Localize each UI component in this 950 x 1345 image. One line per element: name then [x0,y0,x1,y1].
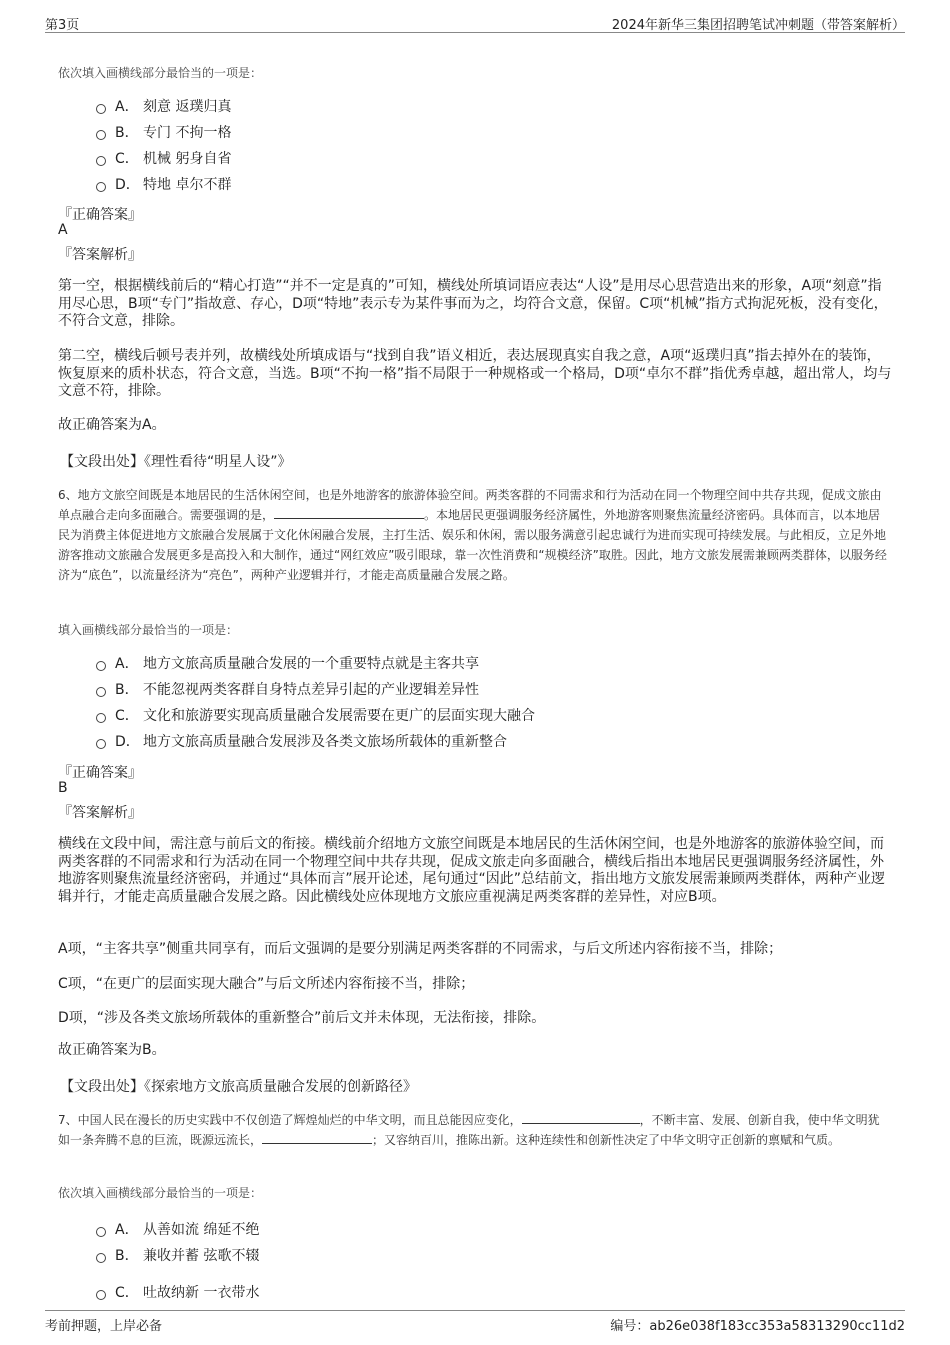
q6-analysis-option-a: A项，“主客共享”侧重共同享有，而后文强调的是要分别满足两类客群的不同需求，与后文所述内容衔接不当，排除； [58,941,783,957]
page-number: 第3页 [45,18,80,33]
q5-option-c[interactable]: C． 机械 躬身自省 [96,149,231,169]
radio-icon[interactable] [96,130,106,140]
radio-icon[interactable] [96,687,106,697]
q6-correct-answer-label: 『正确答案』 [58,765,142,781]
q5-correct-answer-label: 『正确答案』 [58,207,142,223]
q7-prompt: 依次填入画横线部分最恰当的一项是： [58,1186,263,1200]
q7-blank-2 [262,1130,372,1144]
page-header [45,12,905,33]
q5-prompt: 依次填入画横线部分最恰当的一项是： [58,66,263,80]
radio-icon[interactable] [96,739,106,749]
q6-source: 【文段出处】《探索地方文旅高质量融合发展的创新路径》 [60,1079,417,1095]
q7-option-a[interactable]: A． 从善如流 绵延不绝 [96,1220,259,1240]
page-footer [45,1310,905,1335]
document-code: 编号：ab26e038f183cc353a58313290cc11d2 [610,1319,905,1334]
q5-correct-answer-value: A [58,222,68,238]
q6-prompt: 填入画横线部分最恰当的一项是： [58,623,239,637]
q6-analysis-option-c: C项，“在更广的层面实现大融合”与后文所述内容衔接不当，排除； [58,976,475,992]
q6-blank [274,505,424,519]
radio-icon[interactable] [96,1227,106,1237]
radio-icon[interactable] [96,156,106,166]
radio-icon[interactable] [96,104,106,114]
q5-analysis-conclusion: 故正确答案为A。 [58,417,166,433]
q6-correct-answer-value: B [58,780,68,796]
radio-icon[interactable] [96,1253,106,1263]
q6-analysis-label: 『答案解析』 [58,805,142,821]
q6-option-d[interactable]: D． 地方文旅高质量融合发展涉及各类文旅场所载体的重新整合 [96,732,507,752]
radio-icon[interactable] [96,182,106,192]
q7-option-c[interactable]: C． 吐故纳新 一衣带水 [96,1283,259,1303]
q6-option-b[interactable]: B． 不能忽视两类客群自身特点差异引起的产业逻辑差异性 [96,680,479,700]
q6-analysis-paragraph-1: 横线在文段中间，需注意与前后文的衔接。横线前介绍地方文旅空间既是本地居民的生活休闲空间，也是外地游客的旅游体验空间，而两类客群的不同需求和行为活动在同一个物理空间中共存共现，促成文旅走向多面融合，横线后指出本地居民更强调服务经济属性，外地游客则聚焦流量经济密码，并通过“具体而言”展开论述，尾句通过“因此”总结前文，指出地方文旅发展需兼顾两类群体，两种产业逻辑并行，才能走高质量融合发展之路。因此横线处应体现地方文旅应重视满足两类客群的差异性，对应B项。 [58,836,886,905]
document-title: 2024年新华三集团招聘笔试冲刺题（带答案解析） [611,18,905,33]
q7-passage: 7、中国人民在漫长的历史实践中不仅创造了辉煌灿烂的中华文明，而且总能因应变化， ，不断丰富、发展、创新自我，使中华文明犹如一条奔腾不息的巨流，既源远流长， ；又容纳百川，推陈出新。这种连续性和创新性决定了中华文明守正创新的禀赋和气质。 [58,1110,888,1150]
q6-passage: 6、地方文旅空间既是本地居民的生活休闲空间，也是外地游客的旅游体验空间。两类客群的不同需求和行为活动在同一个物理空间中共存共现，促成文旅由单点融合走向多面融合。需要强调的是， 。本地居民更强调服务经济属性，外地游客则聚焦流量经济密码。具体而言，以本地居民为消费主体促进地方文旅融合发展属于文化休闲融合发展，主打生活、娱乐和休闲，需以服务满意引起忠诚行为进而实现可持续发展。与此相反，立足外地游客推动文旅融合发展更多是高投入和大制作，通过“网红效应”吸引眼球，靠一次性消费和“规模经济”取胜。因此，地方文旅发展需兼顾两类群体，以服务经济为“底色”，以流量经济为“亮色”，两种产业逻辑并行，才能走高质量融合发展之路。 [58,488,887,582]
q6-option-c[interactable]: C． 文化和旅游要实现高质量融合发展需要在更广的层面实现大融合 [96,706,535,726]
q5-option-a[interactable]: A． 刻意 返璞归真 [96,97,231,117]
q6-analysis-conclusion: 故正确答案为B。 [58,1042,166,1058]
q5-option-d[interactable]: D． 特地 卓尔不群 [96,175,231,195]
q6-analysis-option-d: D项，“涉及各类文旅场所载体的重新整合”前后文并未体现，无法衔接，排除。 [58,1010,546,1026]
q6-option-a[interactable]: A． 地方文旅高质量融合发展的一个重要特点就是主客共享 [96,654,479,674]
q5-analysis-paragraph-1: 第一空，根据横线前后的“精心打造”“并不一定是真的”可知，横线处所填词语应表达“人设”是用尽心思营造出来的形象，A项“刻意”指用尽心思，B项“专门”指故意、存心，D项“特地”表示专为某件事而为之，均符合文意，保留。C项“机械”指方式拘泥死板，没有变化，不符合文意，排除。 [58,278,888,329]
radio-icon[interactable] [96,661,106,671]
q5-source: 【文段出处】《理性看待“明星人设”》 [60,454,292,470]
footer-slogan: 考前押题，上岸必备 [45,1319,163,1334]
radio-icon[interactable] [96,1290,106,1300]
q5-option-b[interactable]: B． 专门 不拘一格 [96,123,231,143]
q5-analysis-paragraph-2: 第二空，横线后顿号表并列，故横线处所填成语与“找到自我”语义相近，表达展现真实自我之意，A项“返璞归真”指去掉外在的装饰，恢复原来的质朴状态，符合文意，当选。B项“不拘一格”指不局限于一种规格或一个格局，D项“卓尔不群”指优秀卓越，超出常人，均与文意不符，排除。 [58,348,892,399]
q7-option-b[interactable]: B． 兼收并蓄 弦歌不辍 [96,1246,259,1266]
q5-analysis-label: 『答案解析』 [58,247,142,263]
q7-blank-1 [522,1110,640,1124]
radio-icon[interactable] [96,713,106,723]
